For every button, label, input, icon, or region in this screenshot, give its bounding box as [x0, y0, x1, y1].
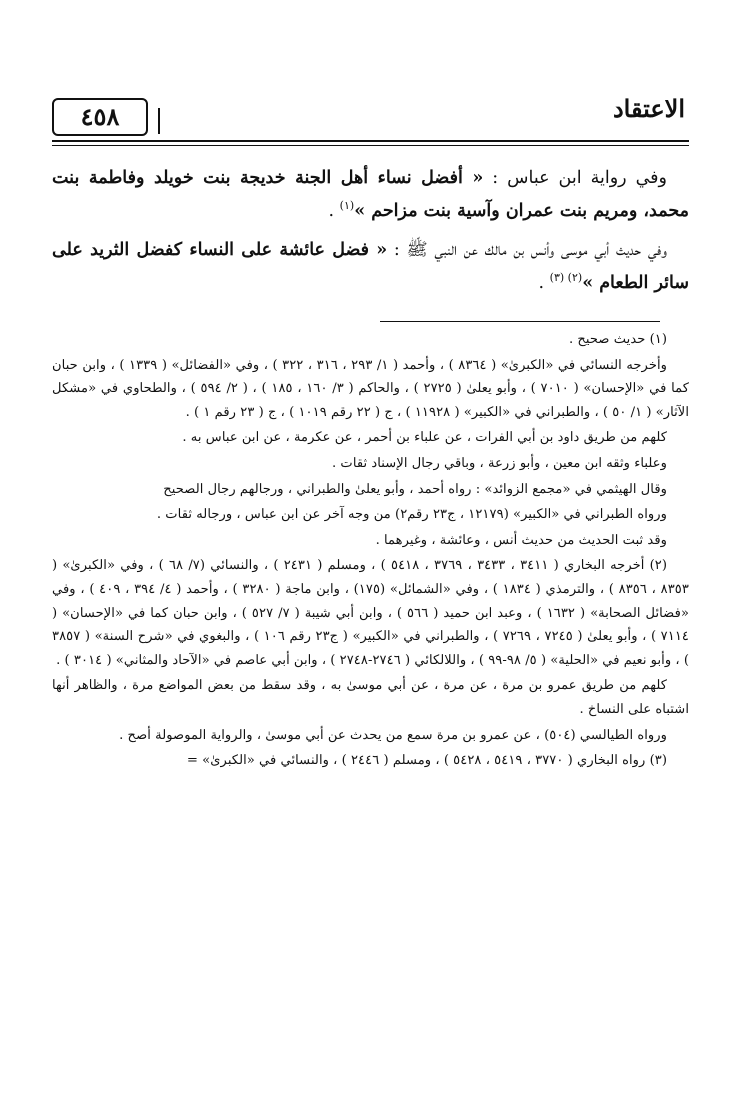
footnote-paragraph: وأخرجه النسائي في «الكبرىٰ» ( ٨٣٦٤ ) ، وأحمد ( ١/ ٢٩٣ ، ٣١٦ ، ٣٢٢ ) ، وفي «الفضائل» ( ١٣٣٩ ) ، وابن حبان كما في «الإحسان» ( ٧٠١٠ ) ، وأبو يعلىٰ ( ٢٧٢٥ ) ، والحاكم ( ٣/ ١٦٠ ، ١٨٥ ) ، ( ٢/ ٥٩٤ ) ، والطحاوي في «مشكل الآثار» ( ١/ ٥٠ ) ، والطبراني في «الكبير» ( ١١٩٢٨ ) ، ج ( ٢٢ رقم ١٠١٩ ) ، ج ( ٢٣ رقم ١ ) . [52, 357, 689, 420]
page-number: ٤٥٨ [52, 98, 148, 136]
footnote-paragraph: ورواه الطبراني في «الكبير» (١٢١٧٩ ، ج٢٣ رقم٢) من وجه آخر عن ابن عباس ، ورجاله ثقات . [156, 507, 667, 523]
paragraph-lead: وفي حديث أبي موسى وأنس بن مالك عن النبي ﷺ : [387, 240, 667, 260]
footnote-2: (٢) أخرجه البخاري ( ٣٤١١ ، ٣٤٣٣ ، ٣٧٦٩ ، ٥٤١٨ ) ، ومسلم ( ٢٤٣١ ) ، والنسائي (٧/ ٦٨ ) ، وفي «الكبرىٰ» ( ٨٣٥٣ ، ٨٣٥٦ ) ، والترمذي ( ١٨٣٤ ) ، وفي «الشمائل» (١٧٥) ، وابن ماجة ( ٣٢٨٠ ) ، وأحمد ( ٤/ ٣٩٤ ، ٤٠٩ ) ، وفي «فضائل الصحابة» ( ١٦٣٢ ) ، وعبد ابن حميد ( ٥٦٦ ) ، وابن أبي شيبة ( ٧/ ٥٢٧ ) ، وابن حبان كما في «الإحسان» ( ٧١١٤ ) ، وأبو يعلىٰ ( ٧٢٤٥ ، ٧٢٦٩ ) ، والطبراني في «الكبير» ( ج٢٣ رقم ١٠٦ ) ، والبغوي في «شرح السنة» ( ٣٨٥٧ ) ، وأبو نعيم في «الحلية» ( ٥/ ٩٨-٩٩ ) ، واللالكائي ( ٢٧٤٦-٢٧٤٨ ) ، وابن أبي عاصم في «الآحاد والمثاني» ( ٣٠١٤ ) . [52, 558, 689, 668]
footnote-separator [380, 321, 660, 322]
footnote-ref: (١) [339, 199, 355, 213]
footnote-paragraph: ورواه الطيالسي (٥٠٤) ، عن عمرو بن مرة سمع من يحدث عن أبي موسىٰ ، والرواية الموصولة أصح . [119, 727, 667, 743]
footnote-paragraph: كلهم من طريق عمرو بن مرة ، عن مرة ، عن أبي موسىٰ به ، وقد سقط من بعض المواضع مرة ، والظاهر أنها اشتباه على النساخ . [52, 678, 689, 717]
paragraph-end: . [538, 273, 550, 293]
footnote-paragraph: وقد ثبت الحديث من حديث أنس ، وعائشة ، وغيرهما . [375, 532, 667, 548]
hadith-quote: « أفضل نساء أهل الجنة خديجة بنت خويلد وفاطمة بنت محمد، ومريم بنت عمران وآسية بنت مزاحم » [52, 168, 689, 221]
book-title: الاعتقاد [612, 94, 685, 123]
footnote-1-heading: (١) حديث صحيح . [568, 332, 667, 347]
paragraph-ibn-abbas [52, 162, 689, 228]
page-header [52, 90, 689, 150]
paragraph-end: . [328, 201, 340, 221]
hadith-quote: « فضل عائشة على النساء كفضل الثريد على سائر الطعام » [52, 240, 689, 293]
header-rule-thin [52, 145, 689, 146]
paragraph-lead: وفي رواية ابن عباس : [483, 168, 667, 188]
main-text [52, 162, 689, 306]
footnote-3: (٣) رواه البخاري ( ٣٧٧٠ ، ٥٤١٩ ، ٥٤٢٨ ) ، ومسلم ( ٢٤٤٦ ) ، والنسائي في «الكبرىٰ» = [186, 753, 667, 769]
footnote-paragraph: وقال الهيثمي في «مجمع الزوائد» : رواه أحمد ، وأبو يعلىٰ والطبراني ، ورجالهم رجال الصحيح [163, 481, 667, 497]
footnotes [52, 328, 689, 775]
footnote-paragraph: كلهم من طريق داود بن أبي الفرات ، عن علباء بن أحمر ، عن عكرمة ، عن ابن عباس به . [182, 430, 667, 446]
header-rule [52, 140, 689, 142]
paragraph-abu-musa [52, 234, 689, 300]
footnote-paragraph: وعلباء وثقه ابن معين ، وأبو زرعة ، وباقي رجال الإسناد ثقات . [332, 455, 667, 471]
footnote-ref: (٢) (٣) [549, 271, 583, 285]
